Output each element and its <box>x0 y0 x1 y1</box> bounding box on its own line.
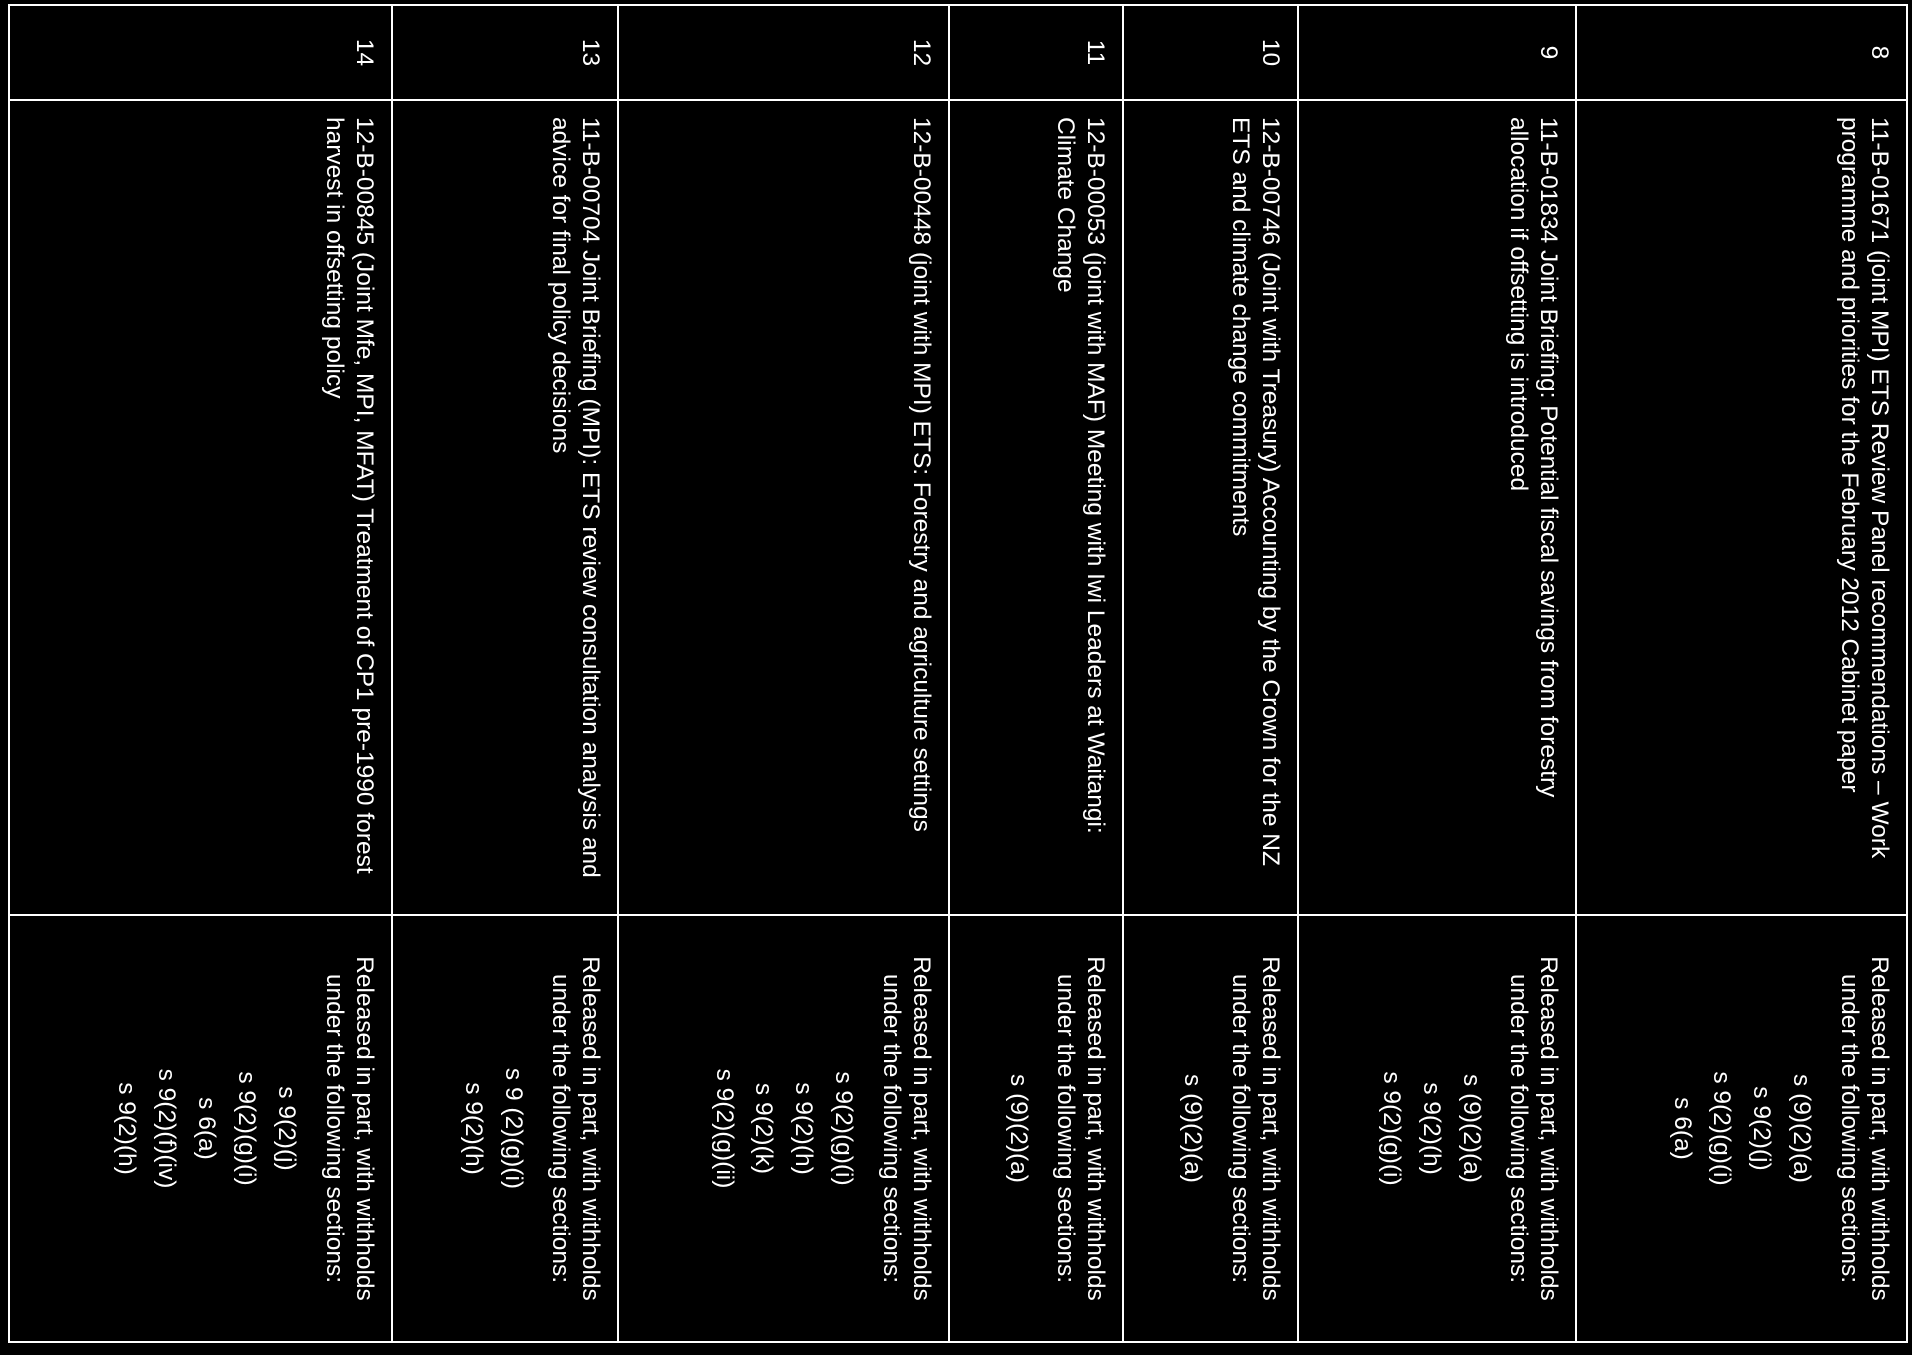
withheld-section: s 9 (2)(g)(i) <box>499 1067 527 1190</box>
table-row <box>1298 5 1577 1342</box>
table-row <box>9 5 392 1342</box>
release-status-cell <box>1298 915 1577 1342</box>
withheld-section: s 9(2)(g)(i) <box>830 1071 858 1186</box>
row-number: 14 <box>9 5 392 100</box>
release-status-cell <box>1576 915 1907 1342</box>
release-status-text: Released in part, with withholds under the following sections: <box>1052 956 1110 1301</box>
withheld-section: s 9(2)(k) <box>750 1082 778 1175</box>
withheld-section: s 9(2)(h) <box>113 1082 141 1175</box>
withheld-section: s 9(2)(j) <box>1748 1086 1776 1171</box>
withheld-section: s 9(2)(h) <box>1417 1082 1445 1175</box>
document-description: 11-B-01671 (joint MPI) ETS Review Panel recommendations – Work programme and priorities for the February 2012 Cabinet paper <box>1576 100 1907 915</box>
release-status-cell <box>1123 915 1297 1342</box>
withheld-section: s 6(a) <box>193 1097 221 1160</box>
document-description: 12-B-00053 (joint with MAF) Meeting with Iwi Leaders at Waitangi: Climate Change <box>949 100 1123 915</box>
withheld-section: s 9(2)(g)(ii) <box>710 1068 738 1189</box>
withheld-section: s 9(2)(h) <box>459 1082 487 1175</box>
table-row <box>618 5 949 1342</box>
table-row <box>1576 5 1907 1342</box>
withheld-section: s (9)(2)(a) <box>1788 1074 1816 1183</box>
document-description: 11-B-01834 Joint Briefing: Potential fiscal savings from forestry allocation if offsetting is introduced <box>1298 100 1577 915</box>
release-status-text: Released in part, with withholds under the following sections: <box>320 956 378 1301</box>
withheld-section: s 9(2)(f)(iv) <box>153 1068 181 1189</box>
table-row <box>392 5 619 1342</box>
release-status-cell <box>9 915 392 1342</box>
table-body <box>9 5 1907 1342</box>
withholding-table <box>8 4 1908 1343</box>
withheld-section: s (9)(2)(a) <box>1004 1074 1032 1183</box>
row-number: 8 <box>1576 5 1907 100</box>
withheld-section: s (9)(2)(a) <box>1179 1074 1207 1183</box>
row-number: 13 <box>392 5 619 100</box>
row-number: 9 <box>1298 5 1577 100</box>
release-status-cell <box>392 915 619 1342</box>
document-description: 12-B-00845 (Joint Mfe, MPI, MFAT) Treatment of CP1 pre-1990 forest harvest in offsetting policy <box>9 100 392 915</box>
withheld-section: s 9(2)(g)(i) <box>233 1071 261 1186</box>
row-number: 12 <box>618 5 949 100</box>
release-status-cell <box>618 915 949 1342</box>
withheld-section: s 9(2)(g)(i) <box>1377 1071 1405 1186</box>
withheld-section: s 9(2)(j) <box>273 1086 300 1171</box>
row-number: 11 <box>949 5 1123 100</box>
withheld-section: s 9(2)(g)(i) <box>1708 1071 1736 1186</box>
release-status-text: Released in part, with withholds under the following sections: <box>1836 956 1893 1301</box>
document-description: 12-B-00448 (joint with MPI) ETS: Forestry and agriculture settings <box>618 100 949 915</box>
document-description: 12-B-00746 (Joint with Treasury) Accounting by the Crown for the NZ ETS and climate change commitments <box>1123 100 1297 915</box>
table-row <box>949 5 1123 1342</box>
release-status-text: Released in part, with withholds under the following sections: <box>878 956 935 1301</box>
release-status-text: Released in part, with withholds under the following sections: <box>547 956 605 1301</box>
withheld-section: s 9(2)(h) <box>790 1082 818 1175</box>
table-row <box>1123 5 1297 1342</box>
release-status-cell <box>949 915 1123 1342</box>
withheld-section: s (9)(2)(a) <box>1457 1074 1485 1183</box>
document-description: 11-B-00704 Joint Briefing (MPI): ETS review consultation analysis and advice for final policy decisions <box>392 100 619 915</box>
withheld-section: s 6(a) <box>1668 1097 1696 1160</box>
release-status-text: Released in part, with withholds under the following sections: <box>1505 956 1563 1301</box>
row-number: 10 <box>1123 5 1297 100</box>
release-status-text: Released in part, with withholds under the following sections: <box>1226 956 1284 1301</box>
